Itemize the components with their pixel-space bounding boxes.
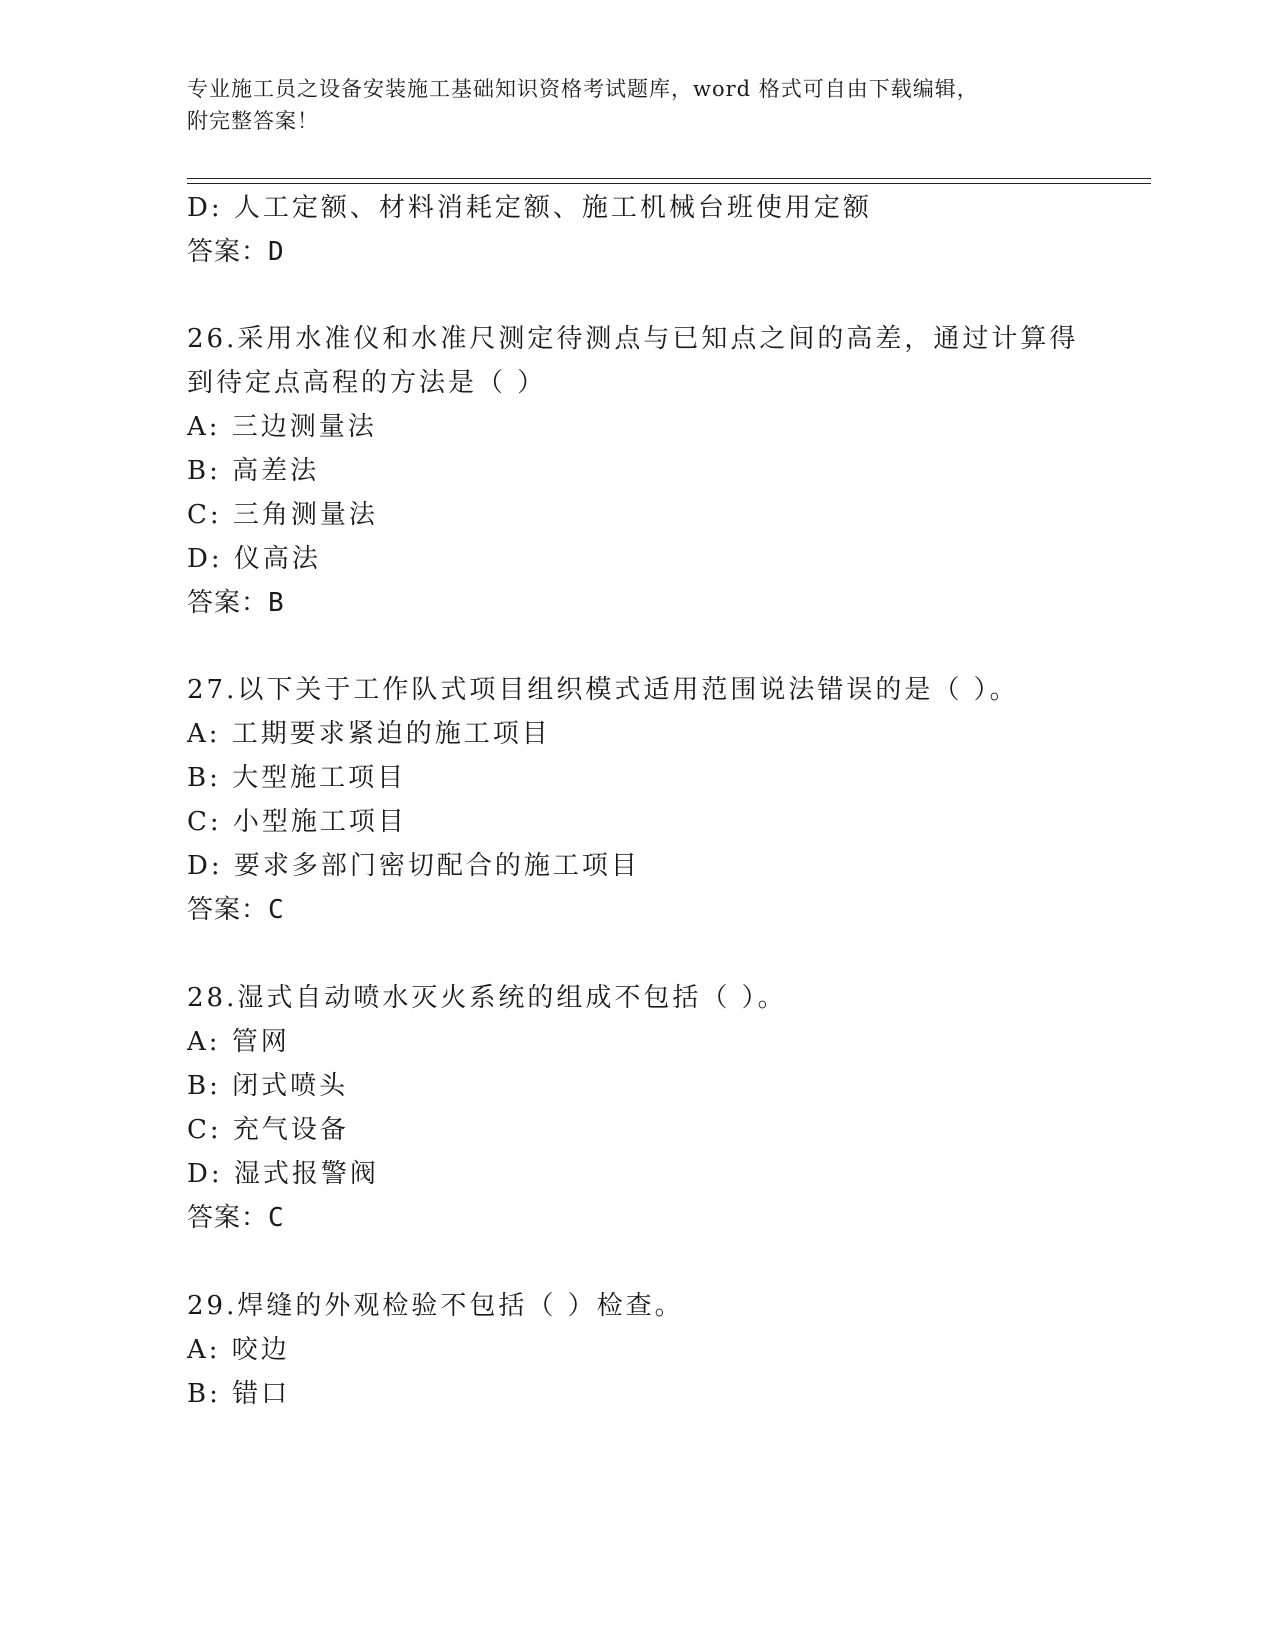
question-29-option-b: B: 错口: [187, 1379, 291, 1409]
question-26-option-d: D: 仪高法: [187, 544, 321, 574]
header-line-2: 附完整答案！: [187, 109, 319, 133]
header-divider-bottom: [187, 183, 1151, 184]
question-27-option-a: A: 工期要求紧迫的施工项目: [187, 719, 551, 749]
document-header: [187, 73, 1087, 137]
answer-line: [187, 235, 285, 269]
header-line-1: 专业施工员之设备安装施工基础知识资格考试题库，word 格式可自由下载编辑，: [187, 77, 979, 101]
answer-label: 答案：: [187, 1203, 269, 1233]
question-28-option-d: D: 湿式报警阀: [187, 1159, 379, 1189]
question-26-option-a: A: 三边测量法: [187, 412, 377, 442]
answer-value: C: [268, 1203, 285, 1233]
question-28-answer: [187, 1201, 285, 1235]
answer-value: D: [268, 237, 285, 267]
question-28-option-c: C: 充气设备: [187, 1115, 349, 1145]
question-28-stem: 28.湿式自动喷水灭火系统的组成不包括（ ）。: [187, 983, 787, 1013]
question-26-answer: [187, 586, 285, 620]
answer-value: C: [268, 895, 285, 925]
answer-value: B: [268, 588, 285, 618]
answer-label: 答案：: [187, 237, 269, 267]
question-26-stem-line-1: 26.采用水准仪和水准尺测定待测点与已知点之间的高差，通过计算得: [187, 324, 1079, 354]
header-divider-top: [187, 178, 1151, 179]
question-29-option-a: A: 咬边: [187, 1335, 290, 1365]
answer-label: 答案：: [187, 588, 269, 618]
question-27-stem: 27.以下关于工作队式项目组织模式适用范围说法错误的是（ ）。: [187, 675, 1019, 705]
question-27-answer: [187, 893, 285, 927]
answer-label: 答案：: [187, 895, 269, 925]
question-28-option-a: A: 管网: [187, 1027, 290, 1057]
question-27-option-c: C: 小型施工项目: [187, 807, 407, 837]
question-27-option-d: D: 要求多部门密切配合的施工项目: [187, 851, 640, 881]
question-27-option-b: B: 大型施工项目: [187, 763, 407, 793]
question-26-stem-line-2: 到待定点高程的方法是（ ）: [187, 368, 547, 398]
question-29-stem: 29.焊缝的外观检验不包括（ ）检查。: [187, 1291, 684, 1321]
question-28-option-b: B: 闭式喷头: [187, 1071, 349, 1101]
question-26-option-c: C: 三角测量法: [187, 500, 378, 530]
option-d: D: 人工定额、材料消耗定额、施工机械台班使用定额: [187, 193, 872, 223]
question-26-option-b: B: 高差法: [187, 456, 320, 486]
